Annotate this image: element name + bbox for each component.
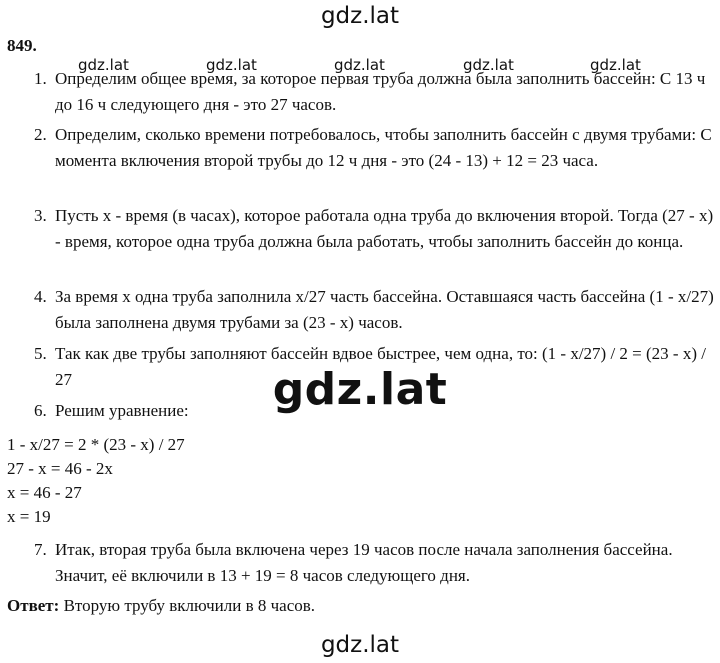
answer-label: Ответ: bbox=[7, 596, 60, 615]
step-2 bbox=[34, 122, 714, 174]
task-number: 849. bbox=[7, 36, 37, 55]
step-number: 7. bbox=[34, 540, 47, 559]
watermark-small-1: gdz.lat bbox=[78, 56, 129, 74]
step-number: 4. bbox=[34, 287, 47, 306]
step-number: 6. bbox=[34, 401, 47, 420]
watermark-small-2: gdz.lat bbox=[206, 56, 257, 74]
watermark-small-3: gdz.lat bbox=[334, 56, 385, 74]
step-number: 1. bbox=[34, 69, 47, 88]
step-text: Определим общее время, за которое первая труба должна была заполнить бассейн: С 13 ч до 16 ч следующего дня - это 27 часов. bbox=[55, 69, 706, 114]
step-text: Итак, вторая труба была включена через 19 часов после начала заполнения бассейна. Значит, её включили в 13 + 19 = 8 часов следующего дня. bbox=[55, 540, 673, 585]
equation-line: x = 19 bbox=[7, 507, 51, 526]
step-1 bbox=[34, 66, 714, 118]
watermark-small-4: gdz.lat bbox=[463, 56, 514, 74]
watermark-center: gdz.lat bbox=[272, 364, 448, 415]
step-number: 2. bbox=[34, 125, 47, 144]
step-7 bbox=[34, 537, 714, 589]
equation-line: x = 46 - 27 bbox=[7, 483, 82, 502]
watermark-small-5: gdz.lat bbox=[590, 56, 641, 74]
step-number: 3. bbox=[34, 206, 47, 225]
step-4 bbox=[34, 284, 714, 336]
step-3 bbox=[34, 203, 714, 255]
step-text: Решим уравнение: bbox=[55, 401, 189, 420]
step-5 bbox=[34, 341, 714, 393]
step-text: Пусть x - время (в часах), которое работала одна труба до включения второй. Тогда (27 - x) - время, которое одна труба должна была работать, чтобы заполнить бассейн до конца. bbox=[55, 206, 714, 251]
step-text: Определим, сколько времени потребовалось, чтобы заполнить бассейн с двумя трубами: С момента включения второй трубы до 12 ч дня - это (24 - 13) + 12 = 23 часа. bbox=[55, 125, 712, 170]
equation-line: 1 - x/27 = 2 * (23 - x) / 27 bbox=[7, 435, 185, 454]
watermark-bottom: gdz.lat bbox=[320, 632, 400, 658]
equation-line: 27 - x = 46 - 2x bbox=[7, 459, 113, 478]
step-6 bbox=[34, 398, 714, 424]
step-number: 5. bbox=[34, 344, 47, 363]
step-text: За время x одна труба заполнила x/27 часть бассейна. Оставшаяся часть бассейна (1 - x/27) была заполнена двумя трубами за (23 - x) часов. bbox=[55, 287, 714, 332]
step-text: Так как две трубы заполняют бассейн вдвое быстрее, чем одна, то: (1 - x/27) / 2 = (23 - x) / 27 bbox=[55, 344, 706, 389]
answer bbox=[7, 593, 315, 619]
answer-text: Вторую трубу включили в 8 часов. bbox=[59, 596, 316, 615]
watermark-top: gdz.lat bbox=[320, 3, 400, 29]
